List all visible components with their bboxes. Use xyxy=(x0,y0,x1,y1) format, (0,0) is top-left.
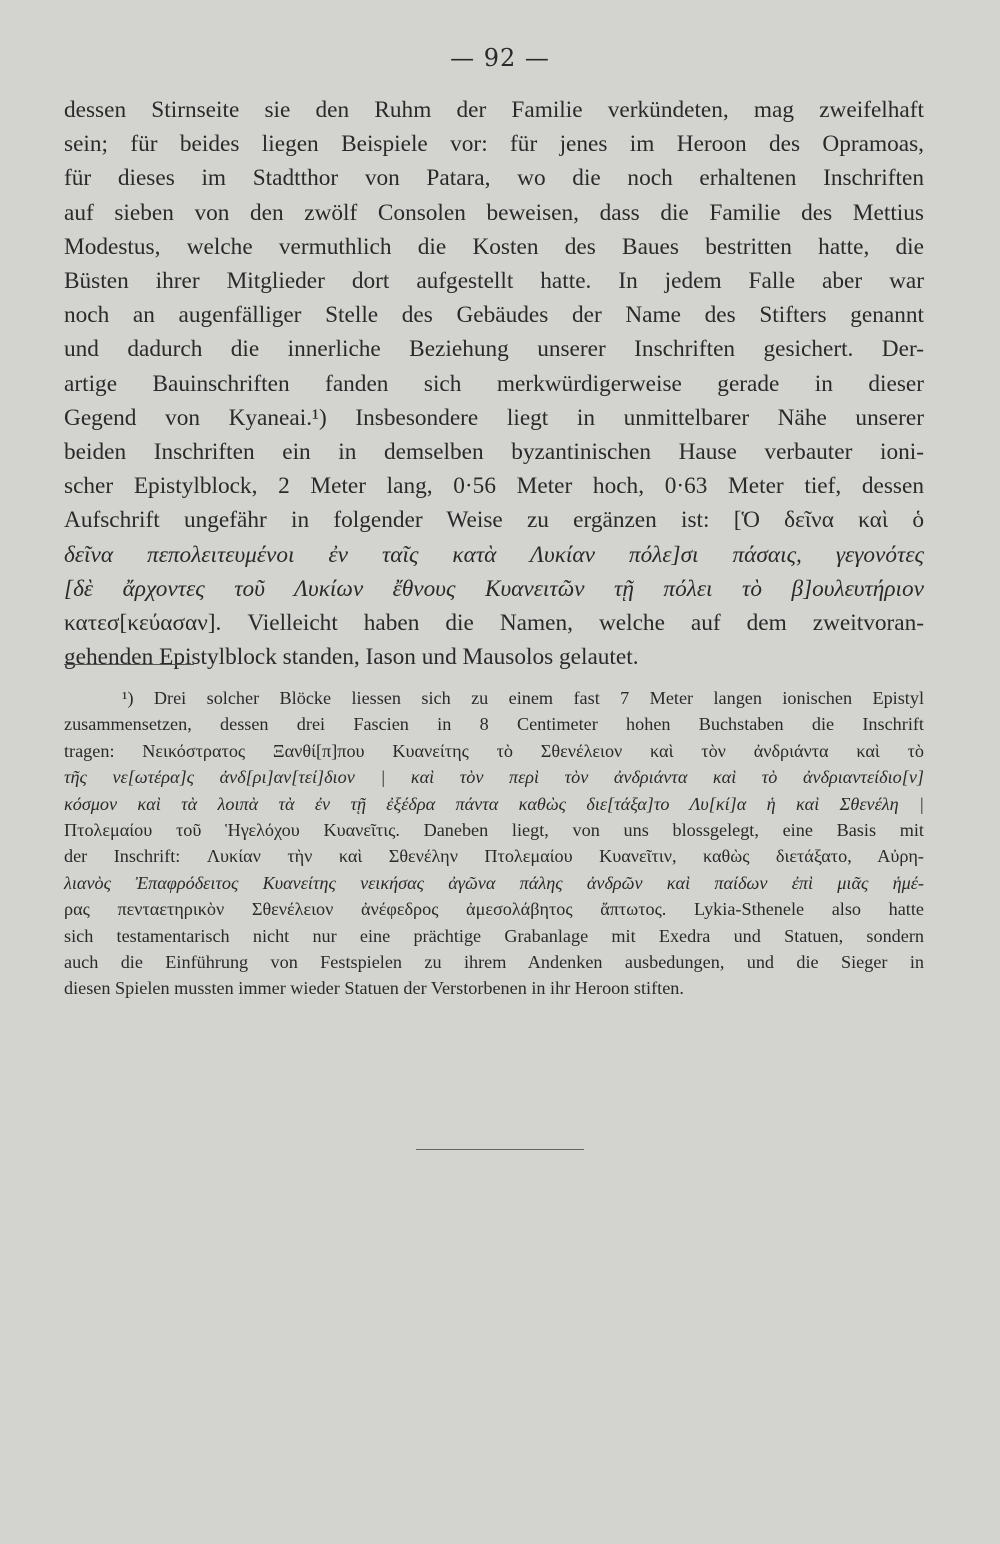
main-text-line: δεῖνα πεπολειτευμένοι ἐν ταῖς κατὰ Λυκίαν πόλε]σι πάσαις, γεγονότες xyxy=(64,541,924,568)
footnote-line: diesen Spielen mussten immer wieder Statuen der Verstorbenen in ihr Heroon stiften. xyxy=(64,978,684,999)
main-text-line: κατεσ[κεύασαν]. Vielleicht haben die Namen, welche auf dem zweitvoran- xyxy=(64,610,924,637)
footnote-line: der Inschrift: Λυκίαν τὴν καὶ Σθενέλην Πτολεμαίου Κυανεῖτιν, καθὼς διετάξατο, Αὐρη- xyxy=(64,846,924,867)
main-text-line: Büsten ihrer Mitglieder dort aufgestellt hatte. In jedem Falle aber war xyxy=(64,268,924,295)
footnote-line: τῆς νε[ωτέρα]ς ἀνδ[ρι]αν[τεί]διον | καὶ τὸν περὶ τὸν ἀνδριάντα καὶ τὸ ἀνδριαντείδιο[ν] xyxy=(64,767,924,788)
footnote-line: ρας πενταετηρικὸν Σθενέλειον ἀνέφεδρος ἀμεσολάβητος ἄπτωτος. Lykia-Sthenele also hatte xyxy=(64,899,924,920)
main-text-line: auf sieben von den zwölf Consolen beweisen, dass die Familie des Mettius xyxy=(64,199,924,226)
footnote-separator xyxy=(64,664,194,665)
main-text-line: gehenden Epistylblock standen, Iason und Mausolos gelautet. xyxy=(64,644,639,671)
main-text xyxy=(64,93,924,674)
main-text-line: beiden Inschriften ein in demselben byzantinischen Hause verbauter ioni- xyxy=(64,439,924,466)
footnote-line: tragen: Νεικόστρατος Ξανθί[π]που Κυανείτης τὸ Σθενέλειον καὶ τὸν ἀνδριάντα καὶ τὸ xyxy=(64,740,924,761)
footnote-line: zusammensetzen, dessen drei Fascien in 8 Centimeter hohen Buchstaben die Inschrift xyxy=(64,714,924,735)
main-text-line: Gegend von Kyaneai.¹) Insbesondere liegt in unmittelbarer Nähe unserer xyxy=(64,404,924,431)
main-text-line: Aufschrift ungefähr in folgender Weise zu ergänzen ist: [Ὁ δεῖνα καὶ ὁ xyxy=(64,507,924,534)
main-text-line: [δὲ ἄρχοντες τοῦ Λυκίων ἔθνους Κυανειτῶν τῇ πόλει τὸ β]ουλευτήριον xyxy=(64,575,924,602)
footnote-line: λιανὸς Ἐπαφρόδειτος Κυανείτης νεικήσας ἀγῶνα πάλης ἀνδρῶν καὶ παίδων ἐπὶ μιᾶς ἡμέ- xyxy=(64,872,924,893)
footnote-line: auch die Einführung von Festspielen zu ihrem Andenken ausbedungen, und die Sieger in xyxy=(64,952,924,973)
main-text-line: artige Bauinschriften fanden sich merkwürdigerweise gerade in dieser xyxy=(64,370,924,397)
main-text-line: dessen Stirnseite sie den Ruhm der Familie verkündeten, mag zweifelhaft xyxy=(64,97,924,123)
footnote-line: sich testamentarisch nicht nur eine prächtige Grabanlage mit Exedra und Statuen, sondern xyxy=(64,925,924,946)
main-text-line: und dadurch die innerliche Beziehung unserer Inschriften gesichert. Der- xyxy=(64,336,924,363)
footnote xyxy=(64,685,924,1002)
main-text-line: Modestus, welche vermuthlich die Kosten des Baues bestritten hatte, die xyxy=(64,233,924,260)
page-number: — 92 — xyxy=(450,44,550,72)
footnote-line: Πτολεμαίου τοῦ Ἡγελόχου Κυανεῖτις. Daneben liegt, von uns blossgelegt, eine Basis mit xyxy=(64,820,924,841)
main-text-line: sein; für beides liegen Beispiele vor: für jenes im Heroon des Opramoas, xyxy=(64,131,924,158)
main-text-line: noch an augenfälliger Stelle des Gebäudes der Name des Stifters genannt xyxy=(64,302,924,329)
footnote-line: κόσμον καὶ τὰ λοιπὰ τὰ ἐν τῇ ἐξέδρα πάντα καθὼς διε[τάξα]το Λυ[κί]α ἡ καὶ Σθενέλη | xyxy=(64,793,924,814)
end-rule xyxy=(416,1149,584,1150)
main-text-line: scher Epistylblock, 2 Meter lang, 0·56 Meter hoch, 0·63 Meter tief, dessen xyxy=(64,473,924,500)
main-text-line: für dieses im Stadtthor von Patara, wo die noch erhaltenen Inschriften xyxy=(64,165,924,192)
footnote-line: ¹) Drei solcher Blöcke liessen sich zu einem fast 7 Meter langen ionischen Epistyl xyxy=(122,688,924,708)
